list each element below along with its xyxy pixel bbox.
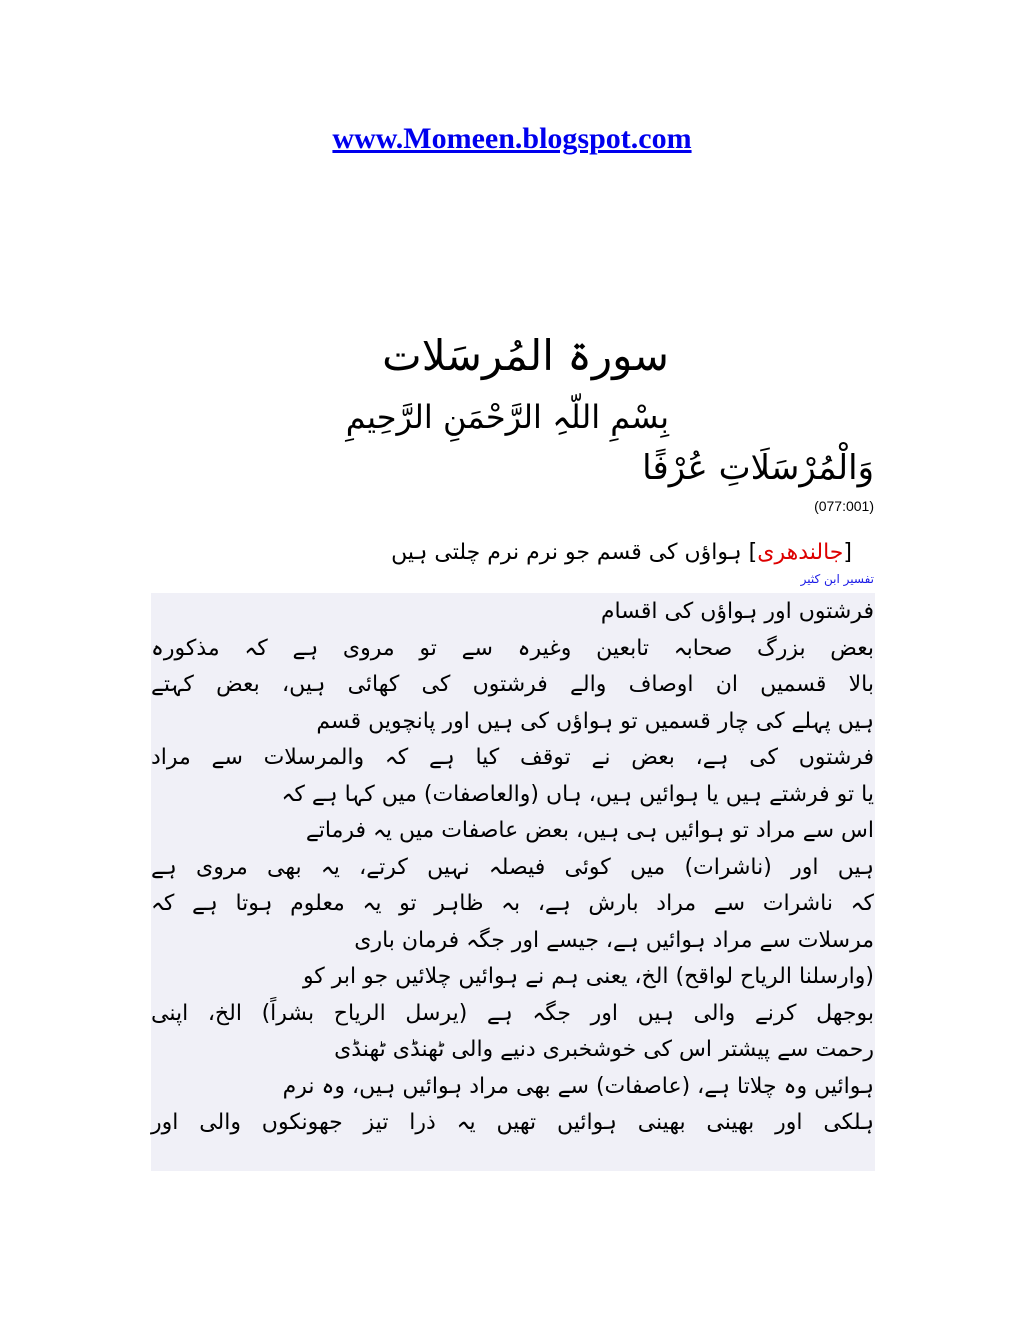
translation-bracket-open: [ xyxy=(843,540,852,565)
tafsir-line: ہلکی اور بھینی بھینی ہوائیں تھیں یہ ذرا تیز جھونکوں والی اور xyxy=(151,1110,874,1135)
tafsir-line: بوجھل کرنے والی ہیں اور جگہ ہے (یرسل الریاح بشراً) الخ، اپنی xyxy=(151,1000,874,1026)
translation-bracket-close: ] xyxy=(748,540,758,565)
translation-text: ہواؤں کی قسم جو نرم نرم چلتی ہیں xyxy=(391,540,742,565)
tafsir-line: مرسلات سے مراد ہوائیں ہے، جیسے اور جگہ فرمان باری xyxy=(354,927,874,953)
tafsir-line: (وارسلنا الریاح لواقح) الخ، یعنی ہم نے ہوائیں چلائیں جو ابر کو xyxy=(302,964,874,989)
tafsir-line: ہوائیں وہ چلاتا ہے، (عاصفات) سے بھی مراد ہوائیں ہیں، وہ نرم xyxy=(282,1073,874,1099)
verse-text: وَالْمُرْسَلَاتِ عُرْفًا xyxy=(642,448,874,488)
tafsir-line: ہیں پہلے کی چار قسمیں تو ہواؤں کی ہیں اور پانچویں قسم xyxy=(316,708,874,734)
tafsir-line: کہ ناشرات سے مراد بارش ہے، بہ ظاہر تو یہ معلوم ہوتا ہے کہ xyxy=(151,891,874,916)
tafsir-line: یا تو فرشتے ہیں یا ہوائیں ہیں، ہاں (والعاصفات) میں کہا ہے کہ xyxy=(281,781,874,807)
tafsir-line: بالا قسمیں ان اوصاف والے فرشتوں کی کھائی ہیں، بعض کہتے xyxy=(151,672,874,697)
tafsir-line: رحمت سے پیشتر اس کی خوشخبری دنیے والی ٹھنڈی ٹھنڈی xyxy=(334,1037,874,1062)
verse-reference: (077:001) xyxy=(814,498,874,514)
tafsir-line: فرشتوں کی ہے، بعض نے توقف کیا ہے کہ والمرسلات سے مراد xyxy=(151,745,874,770)
tafsir-body xyxy=(151,594,874,1142)
tafsir-source-link[interactable]: تفسیر ابن کثیر xyxy=(800,572,874,586)
surah-title: سورۃ المُرسَلات xyxy=(382,331,669,380)
tafsir-heading: فرشتوں اور ہواؤں کی اقسام xyxy=(600,599,874,624)
site-link[interactable]: www.Momeen.blogspot.com xyxy=(332,122,692,155)
bismillah: بِسْمِ اللّہِ الرَّحْمَنِ الرَّحِیمِ xyxy=(345,398,669,436)
translator-name: جالندھری xyxy=(757,540,844,565)
tafsir-line: بعض بزرگ صحابہ تابعین وغیرہ سے تو مروی ہے کہ مذکورہ xyxy=(151,635,874,661)
tafsir-line: ہیں اور (ناشرات) میں کوئی فیصلہ نہیں کرتے، یہ بھی مروی ہے xyxy=(151,854,874,880)
translation xyxy=(391,536,852,570)
tafsir-line: اس سے مراد تو ہوائیں ہی ہیں، بعض عاصفات میں یہ فرماتے xyxy=(305,818,874,843)
